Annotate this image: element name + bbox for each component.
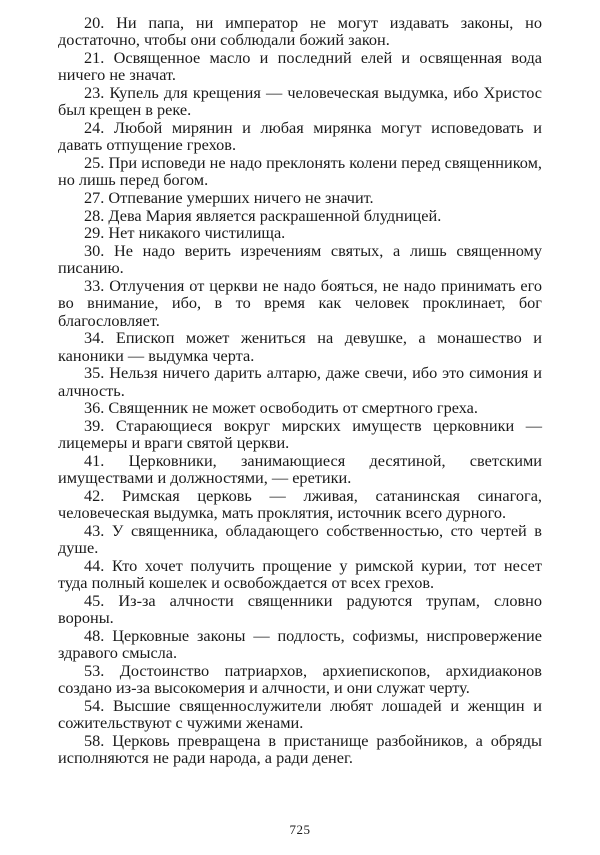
item-39: 39. Старающиеся вокруг мирских имуществ церковники — лицемеры и враги святой церкви. bbox=[58, 415, 542, 453]
item-45: 45. Из-за алчности священники радуются трупам, словно вороны. bbox=[58, 590, 542, 628]
item-54: 54. Высшие священнослужители любят лошадей и женщин и сожительствуют с чужими женами. bbox=[58, 695, 542, 733]
item-44: 44. Кто хочет получить прощение у римской курии, тот несет туда полный кошелек и освобождается от всех грехов. bbox=[58, 555, 542, 593]
item-41: 41. Церковники, занимающиеся десятиной, светскими имуществами и должностями, — еретики. bbox=[58, 450, 542, 488]
item-33: 33. Отлучения от церкви не надо бояться, не надо принимать его во внимание, ибо, в то время как человек проклинает, бог благословляет. bbox=[58, 275, 542, 330]
item-24: 24. Любой мирянин и любая мирянка могут исповедовать и давать отпущение грехов. bbox=[58, 118, 542, 155]
item-53: 53. Достоинство патриархов, архиепископов, архидиаконов создано из-за высокомерия и алчности, и они служат черту. bbox=[58, 660, 542, 698]
item-35: 35. Нельзя ничего дарить алтарю, даже свечи, ибо это симония и алчность. bbox=[58, 363, 542, 400]
item-27: 27. Отпевание умерших ничего не значит. bbox=[84, 188, 374, 207]
item-30: 30. Не надо верить изречениям святых, а лишь священному писанию. bbox=[58, 240, 542, 278]
item-34: 34. Епископ может жениться на девушке, а монашество и каноники — выдумка черта. bbox=[58, 328, 542, 365]
item-36: 36. Священник не может освободить от смертного греха. bbox=[84, 398, 478, 418]
item-43: 43. У священника, обладающего собственностью, сто чертей в душе. bbox=[58, 520, 542, 558]
item-58: 58. Церковь превращена в пристанище разбойников, а обряды исполняются не ради народа, а ради денег. bbox=[58, 730, 542, 768]
item-23: 23. Купель для крещения — человеческая выдумка, ибо Христос был крещен в реке. bbox=[58, 83, 542, 120]
item-20: 20. Ни папа, ни император не могут издавать законы, но достаточно, чтобы они соблюдали божий закон. bbox=[58, 13, 542, 50]
item-29: 29. Нет никакого чистилища. bbox=[84, 223, 286, 243]
item-48: 48. Церковные законы — подлость, софизмы, ниспровержение здравого смысла. bbox=[58, 625, 542, 663]
item-25: 25. При исповеди не надо преклонять колени перед священником, но лишь перед богом. bbox=[58, 153, 542, 190]
item-42: 42. Римская церковь — лживая, сатанинская синагога, человеческая выдумка, мать проклятия, источник всего дурного. bbox=[58, 485, 542, 523]
item-28: 28. Дева Мария является раскрашенной блудницей. bbox=[84, 205, 442, 225]
page-body bbox=[58, 14, 542, 767]
item-21: 21. Освященное масло и последний елей и освященная вода ничего не значат. bbox=[58, 48, 542, 85]
page-number: 725 bbox=[289, 822, 311, 837]
